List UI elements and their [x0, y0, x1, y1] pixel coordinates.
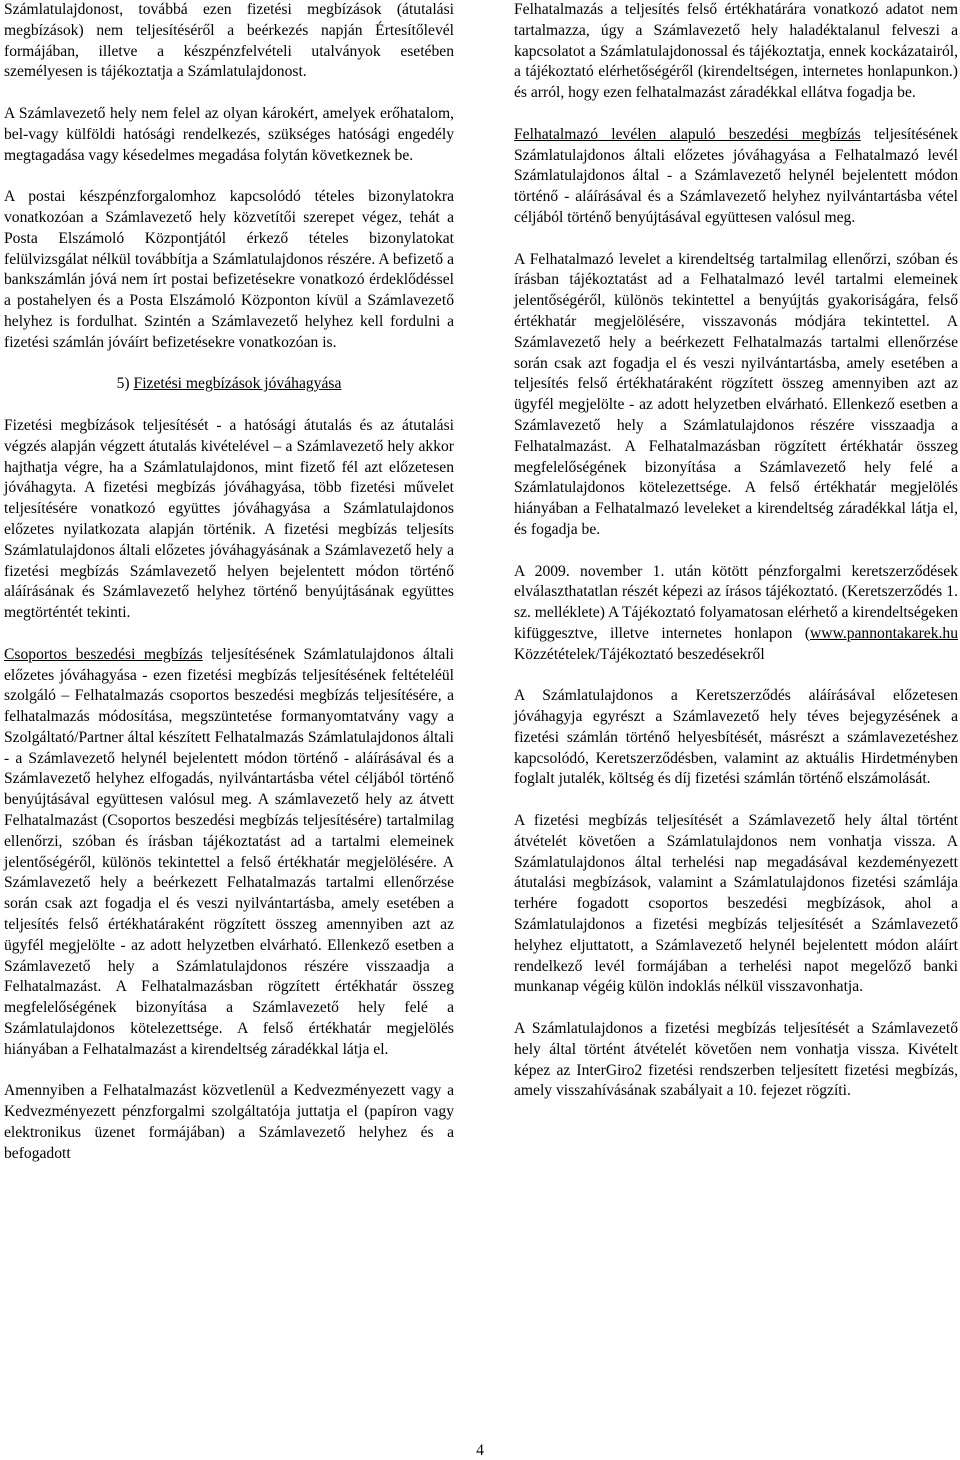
underlined-term: Felhatalmazó levélen alapuló beszedési megbízás: [514, 125, 861, 143]
heading-title: Fizetési megbízások jóváhagyása: [133, 375, 342, 393]
paragraph-text: Közzétételek/Tájékoztató beszedésekről: [514, 645, 765, 663]
paragraph-text: teljesítésének Számlatulajdonos általi előzetes jóváhagyása - ezen fizetési megbízás teljesítésének feltételéül szolgáló – Felhatalmazás csoportos beszedési megbízás teljesítésére, a felhatalmazás módosítása, megszüntetése formanyomtatvány vagy a Szolgáltató/Partner által készített Felhatalmazás Számlatulajdonos általi - a Számlavezető helynél bejelentett módon történő - aláírásával és a Számlavezető helyhez elfogadás, nyilvántartásba vétel céljából történő benyújtásával együttesen valósul meg. A számlavezető hely az átvett Felhatalmazást (Csoportos beszedési megbízás teljesítésére) tartalmilag ellenőrzi, szóban és írásban tájékoztatást ad a tartalmi elemeinek jelentőségéről, különös tekintettel a felső értékhatár megjelölésére. A Számlavezető hely a beérkezett Felhatalmazás tartalmi ellenőrzése során csak azt fogadja el és veszi nyilvántartásba, amely esetében a teljesítés felső értékhatáraként rögzített összeg amennyiben azt az ügyfél megjelölte - az adott helyzetben elvárható. Ellenkező esetben a Számlavezető hely a Számlatulajdonos részére visszaadja a Felhatalmazást. A Felhatalmazásban rögzített értékhatár összeg megfelelőségének bizonyítása a Számlavezető hely felé a Számlatulajdonos kötelezettsége. A felső értékhatár megjelölés hiányában a Felhatalmazást a kirendeltség záradékkal látja el.: [4, 645, 454, 1058]
heading-number: 5): [116, 375, 130, 393]
paragraph: [514, 125, 958, 229]
paragraph-text: teljesítésének Számlatulajdonos általi előzetes jóváhagyása a Felhatalmazó levél Számlatulajdonos által - a Számlavezető helynél bejelentett módon történő - aláírásával és a Számlavezető helyhez nyilvántartásba vétel céljából történő benyújtásával együttesen valósul meg.: [514, 125, 958, 226]
right-column: [514, 0, 958, 1123]
underlined-term: Csoportos beszedési megbízás: [4, 645, 203, 663]
paragraph: [514, 562, 958, 666]
website-link[interactable]: www.pannontakarek.hu: [810, 624, 958, 642]
left-column: [4, 0, 454, 1185]
paragraph: [4, 645, 454, 1061]
page-number: 4: [476, 1442, 484, 1459]
paragraph: A Számlatulajdonos a fizetési megbízás teljesítését a Számlavezető hely által történt átvételét követően nem vonhatja vissza. Kivételt képez az InterGiro2 fizetési rendszerben teljesített fizetési megbízás, amely visszahívásának szabályait a 10. fejezet rögzíti.: [514, 1020, 958, 1100]
paragraph: A Felhatalmazó levelet a kirendeltség tartalmilag ellenőrzi, szóban és írásban tájékoztatást ad a Felhatalmazó levél tartalmi elemeinek jelentőségéről, különös tekintettel a benyújtás gyakoriságára, felső értékhatár megjelölésére, visszavonás módjára tekintettel. A Számlavezető hely a beérkezett Felhatalmazás tartalmi ellenőrzése során csak azt fogadja el és veszi nyilvántartásba, amely esetében a teljesítés felső értékhatáraként rögzített összeg amennyiben azt az ügyfél megjelölte - az adott helyzetben elvárható. Ellenkező esetben a Számlavezető hely a Számlatulajdonos részére visszaadja a Felhatalmazást. A Felhatalmazásban rögzített értékhatár összeg megfelelőségének bizonyítása a Számlavezető hely felé a Számlatulajdonos kötelezettsége. A felső értékhatár megjelölés hiányában a Felhatalmazó leveleket a kirendeltség záradékkal látja el, és fogadja be.: [514, 250, 958, 538]
paragraph: Felhatalmazás a teljesítés felső értékhatárára vonatkozó adatot nem tartalmazza, úgy a Számlavezető hely haladéktalanul felveszi a kapcsolatot a Számlatulajdonossal és tájékoztatja, ennek kockázatairól, a tájékoztató elérhetőségéről (kirendeltségen, internetes honlapunkon.) és arról, hogy ezen felhatalmazást záradékkal ellátva fogadja be.: [514, 1, 958, 102]
paragraph: A fizetési megbízás teljesítését a Számlavezető hely által történt átvételét követően a Számlatulajdonos nem vonhatja vissza. A Számlatulajdonos által terhelési nap megadásával kezdeményezett átutalási megbízások, valamint a Számlatulajdonos fizetési számlája terhére fogadott csoportos beszedési megbízások, ahol a Számlatulajdonos a fizetési megbízás teljesítését a Számlavezető helyhez eljuttatott, a Számlavezető helynél bejelentett módon aláírt rendelkező levél formájában a terhelési napot megelőző banki munkanap végéig külön indoklás nélkül visszavonhatja.: [514, 812, 958, 996]
paragraph-text: A 2009. november 1. után kötött pénzforgalmi keretszerződések elválaszthatatlan részét képezi az írásos tájékoztató. (Keretszerződés 1. sz. melléklete) A Tájékoztató folyamatosan elérhető a kirendeltségeken kifüggesztve, illetve internetes honlapon (: [514, 562, 958, 642]
paragraph: Számlatulajdonost, továbbá ezen fizetési megbízások (átutalási megbízások) nem teljesítéséről a beérkezés napján Értesítőlevél formájában, illetve a készpénzfelvételi utalványok esetében személyesen is tájékoztatja a Számlatulajdonost.: [4, 1, 454, 81]
paragraph: Amennyiben a Felhatalmazást közvetlenül a Kedvezményezett vagy a Kedvezményezett pénzforgalmi szolgáltatója juttatja el (papíron vagy elektronikus üzenet formájában) a Számlavezető helyhez és a befogadott: [4, 1082, 454, 1162]
section-heading: [4, 374, 454, 395]
paragraph: A Számlatulajdonos a Keretszerződés aláírásával előzetesen jóváhagyja egyrészt a Számlavezető hely téves bejegyzésének a fizetési számlán történő helyesbítését, másrészt a számlavezetéshez kapcsolódó, Keretszerződésben, valamint az aktuális Hirdetményben foglalt jutalék, költség és díj fizetési számlán történő elszámolását.: [514, 687, 958, 788]
paragraph: A Számlavezető hely nem felel az olyan károkért, amelyek erőhatalom, bel-vagy külföldi hatósági rendelkezés, szükséges hatósági engedély megtagadása vagy késedelmes megadása folytán következnek be.: [4, 104, 454, 164]
paragraph: Fizetési megbízások teljesítését - a hatósági átutalás és az átutalási végzés alapján végzett átutalás kivételével – a Számlavezető hely akkor hajthatja végre, ha a Számlatulajdonos, mint fizető fél azt előzetesen jóváhagyta. A fizetési megbízás jóváhagyása, több fizetési művelet teljesítésére vonatkozó együttes jóváhagyása a Számlatulajdonos előzetes nyilatkozata alapján történik. A fizetési megbízás teljesíts Számlatulajdonos általi előzetes jóváhagyásának a Számlavezető hely a fizetési megbízás Számlavezető helyen bejelentett módon történő aláírásának és Számlavezető helyhez történő benyújtásának együttes megtörténtét tekinti.: [4, 416, 454, 622]
paragraph: A postai készpénzforgalomhoz kapcsolódó tételes bizonylatokra vonatkozóan a Számlavezető hely közvetítői szerepet végez, tehát a Posta Elszámoló Központjától érkező tételes bizonylatokat felülvizsgálat nélkül továbbítja a Számlatulajdonos részére. A befizető a bankszámlán jóvá nem írt postai befizetésekre vonatkozó érdeklődéssel a postahelyen és a Posta Elszámoló Központon kívül a Számlavezető helyhez is fordulhat. Szintén a Számlavezető helyhez kell fordulni a fizetési számlán jóváírt befizetésekre vonatkozóan is.: [4, 188, 454, 351]
